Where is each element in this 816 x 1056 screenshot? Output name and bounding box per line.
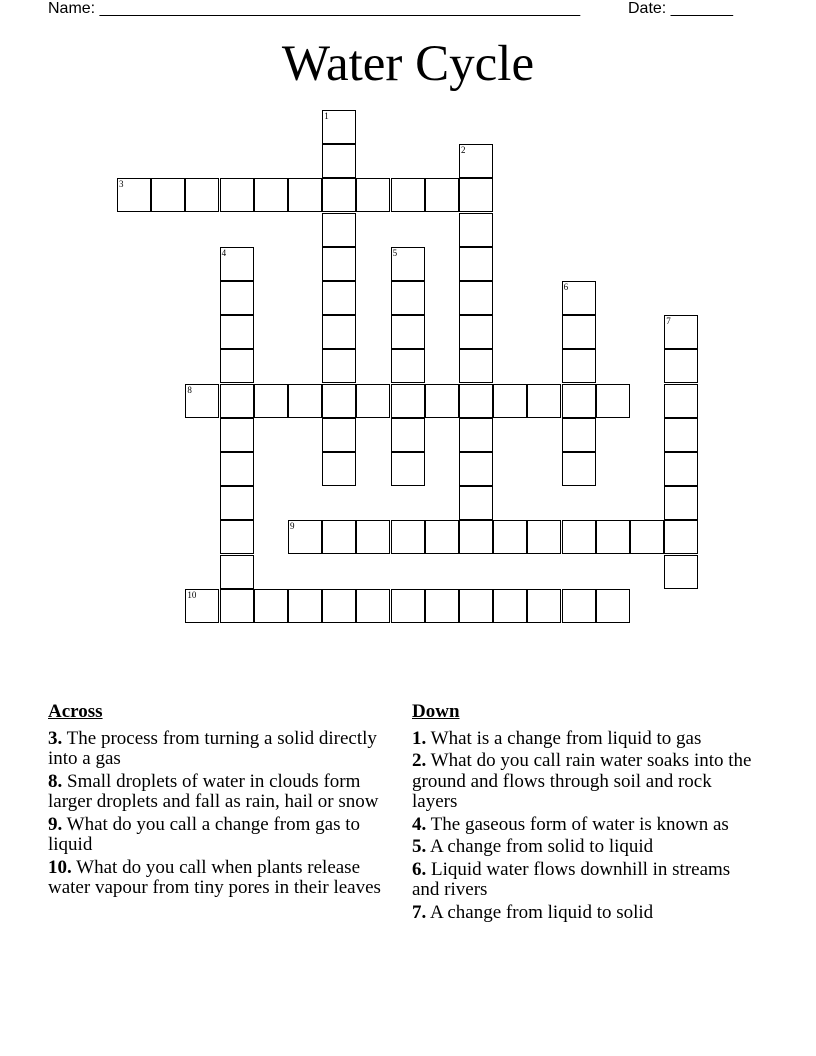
crossword-cell[interactable] xyxy=(356,178,390,212)
crossword-cell[interactable] xyxy=(288,178,322,212)
name-field-label[interactable]: Name: ______________________________________________________ xyxy=(48,0,581,17)
crossword-cell[interactable] xyxy=(220,281,254,315)
crossword-cell[interactable] xyxy=(664,315,698,349)
down-clue-list xyxy=(412,729,757,924)
crossword-cell[interactable] xyxy=(664,555,698,589)
across-clue xyxy=(48,858,393,899)
crossword-cell[interactable] xyxy=(151,178,185,212)
crossword-cell[interactable] xyxy=(117,178,151,212)
crossword-cell[interactable] xyxy=(459,144,493,178)
crossword-cell[interactable] xyxy=(391,384,425,418)
clue-number: 6. xyxy=(412,858,427,880)
crossword-cell[interactable] xyxy=(220,418,254,452)
clue-number: 8. xyxy=(48,770,63,792)
crossword-cell[interactable] xyxy=(356,520,390,554)
cell-number: 10 xyxy=(187,589,197,600)
crossword-cell[interactable] xyxy=(425,178,459,212)
across-heading: Across xyxy=(48,701,103,722)
crossword-cell[interactable] xyxy=(562,349,596,383)
crossword-cell[interactable] xyxy=(322,110,356,144)
cell-number: 1 xyxy=(324,111,329,121)
crossword-cell[interactable] xyxy=(220,520,254,554)
crossword-cell[interactable] xyxy=(322,589,356,623)
crossword-cell[interactable] xyxy=(288,589,322,623)
crossword-cell[interactable] xyxy=(562,315,596,349)
crossword-cell[interactable] xyxy=(493,520,527,554)
crossword-cell[interactable] xyxy=(664,486,698,520)
down-clue xyxy=(412,729,757,750)
crossword-cell[interactable] xyxy=(664,349,698,383)
clue-text: What do you call rain water soaks into the ground and flows through soil and rock layers xyxy=(412,750,752,812)
clue-text: What do you call a change from gas to liquid xyxy=(48,813,361,855)
across-clue xyxy=(48,815,393,856)
crossword-cell[interactable] xyxy=(356,384,390,418)
cell-number: 3 xyxy=(119,179,124,190)
crossword-cell[interactable] xyxy=(220,589,254,623)
clue-number: 10. xyxy=(48,856,72,878)
crossword-cell[interactable] xyxy=(391,247,425,281)
down-clue xyxy=(412,837,757,858)
crossword-cell[interactable] xyxy=(220,452,254,486)
crossword-cell[interactable] xyxy=(562,281,596,315)
crossword-cell[interactable] xyxy=(425,384,459,418)
crossword-cell[interactable] xyxy=(664,418,698,452)
crossword-cell[interactable] xyxy=(562,418,596,452)
crossword-cell[interactable] xyxy=(322,520,356,554)
crossword-cell[interactable] xyxy=(322,452,356,486)
cell-number: 2 xyxy=(461,145,466,156)
crossword-cell[interactable] xyxy=(459,486,493,520)
down-heading: Down xyxy=(412,701,460,722)
across-clue xyxy=(48,772,393,813)
down-clue xyxy=(412,815,757,836)
cell-number: 9 xyxy=(290,521,295,532)
crossword-cell[interactable] xyxy=(493,589,527,623)
crossword-cell[interactable] xyxy=(322,384,356,418)
crossword-cell[interactable] xyxy=(527,589,561,623)
crossword-cell[interactable] xyxy=(220,486,254,520)
crossword-cell[interactable] xyxy=(459,589,493,623)
crossword-cell[interactable] xyxy=(562,589,596,623)
crossword-cell[interactable] xyxy=(596,520,630,554)
crossword-cell[interactable] xyxy=(220,384,254,418)
crossword-cell[interactable] xyxy=(185,589,219,623)
crossword-cell[interactable] xyxy=(185,178,219,212)
crossword-cell[interactable] xyxy=(664,520,698,554)
crossword-cell[interactable] xyxy=(391,349,425,383)
cell-number: 8 xyxy=(187,384,192,395)
crossword-cell[interactable] xyxy=(493,384,527,418)
down-clue xyxy=(412,860,757,901)
clue-text: What do you call when plants release water vapour from tiny pores in their leaves xyxy=(48,856,381,898)
crossword-cell[interactable] xyxy=(562,384,596,418)
clue-number: 7. xyxy=(412,901,427,923)
crossword-cell[interactable] xyxy=(459,384,493,418)
crossword-cell[interactable] xyxy=(254,384,288,418)
crossword-cell[interactable] xyxy=(220,315,254,349)
clue-text: The gaseous form of water is known as xyxy=(430,813,729,835)
crossword-cell[interactable] xyxy=(459,418,493,452)
crossword-cell[interactable] xyxy=(459,349,493,383)
crossword-cell[interactable] xyxy=(664,452,698,486)
crossword-cell[interactable] xyxy=(391,315,425,349)
crossword-cell[interactable] xyxy=(220,555,254,589)
crossword-cell[interactable] xyxy=(322,281,356,315)
crossword-cell[interactable] xyxy=(527,384,561,418)
across-clues xyxy=(48,702,393,901)
cell-number: 7 xyxy=(666,316,671,327)
crossword-cell[interactable] xyxy=(459,247,493,281)
crossword-cell[interactable] xyxy=(322,144,356,178)
crossword-cell[interactable] xyxy=(254,589,288,623)
crossword-cell[interactable] xyxy=(322,178,356,212)
clue-text: A change from solid to liquid xyxy=(429,836,654,857)
clue-number: 3. xyxy=(48,727,63,749)
crossword-cell[interactable] xyxy=(322,418,356,452)
crossword-cell[interactable] xyxy=(425,520,459,554)
clue-text: What is a change from liquid to gas xyxy=(430,727,702,749)
crossword-cell[interactable] xyxy=(288,520,322,554)
clue-number: 5. xyxy=(412,836,427,857)
crossword-cell[interactable] xyxy=(562,520,596,554)
crossword-cell[interactable] xyxy=(459,281,493,315)
crossword-cell[interactable] xyxy=(391,520,425,554)
crossword-cell[interactable] xyxy=(322,213,356,247)
crossword-cell[interactable] xyxy=(630,520,664,554)
crossword-cell[interactable] xyxy=(220,349,254,383)
clue-number: 1. xyxy=(412,727,427,749)
crossword-cell[interactable] xyxy=(322,349,356,383)
crossword-cell[interactable] xyxy=(459,178,493,212)
crossword-cell[interactable] xyxy=(391,452,425,486)
crossword-cell[interactable] xyxy=(391,281,425,315)
crossword-cell[interactable] xyxy=(459,452,493,486)
crossword-cell[interactable] xyxy=(185,384,219,418)
page-title: Water Cycle xyxy=(281,36,535,92)
clue-text: Liquid water flows downhill in streams and rivers xyxy=(412,858,731,900)
crossword-cell[interactable] xyxy=(322,315,356,349)
crossword-cell[interactable] xyxy=(254,178,288,212)
clue-number: 9. xyxy=(48,813,63,835)
date-field-label[interactable]: Date: _______ xyxy=(628,0,733,17)
clue-text: Small droplets of water in clouds form larger droplets and fall as rain, hail or snow xyxy=(48,770,379,812)
crossword-cell[interactable] xyxy=(220,247,254,281)
crossword-cell[interactable] xyxy=(220,178,254,212)
crossword-cell[interactable] xyxy=(596,589,630,623)
cell-number: 5 xyxy=(392,247,398,258)
clue-number: 4. xyxy=(412,813,427,835)
down-clue xyxy=(412,751,757,813)
across-clue xyxy=(48,729,393,770)
crossword-cell[interactable] xyxy=(527,520,561,554)
cell-number: 6 xyxy=(563,282,569,292)
cell-number: 4 xyxy=(221,247,227,258)
crossword-cell[interactable] xyxy=(459,213,493,247)
clue-number: 2. xyxy=(412,750,427,771)
across-clue-list xyxy=(48,729,393,899)
crossword-cell[interactable] xyxy=(356,589,390,623)
down-clues xyxy=(412,702,757,925)
crossword-cell[interactable] xyxy=(425,589,459,623)
clue-text: The process from turning a solid directly into a gas xyxy=(48,727,377,769)
down-clue xyxy=(412,903,757,924)
crossword-cell[interactable] xyxy=(459,520,493,554)
crossword-cell[interactable] xyxy=(562,452,596,486)
crossword-cell[interactable] xyxy=(459,315,493,349)
crossword-cell[interactable] xyxy=(664,384,698,418)
crossword-cell[interactable] xyxy=(596,384,630,418)
crossword-cell[interactable] xyxy=(288,384,322,418)
crossword-cell[interactable] xyxy=(391,589,425,623)
clue-text: A change from liquid to solid xyxy=(429,901,654,923)
crossword-cell[interactable] xyxy=(391,178,425,212)
crossword-cell[interactable] xyxy=(391,418,425,452)
crossword-cell[interactable] xyxy=(322,247,356,281)
